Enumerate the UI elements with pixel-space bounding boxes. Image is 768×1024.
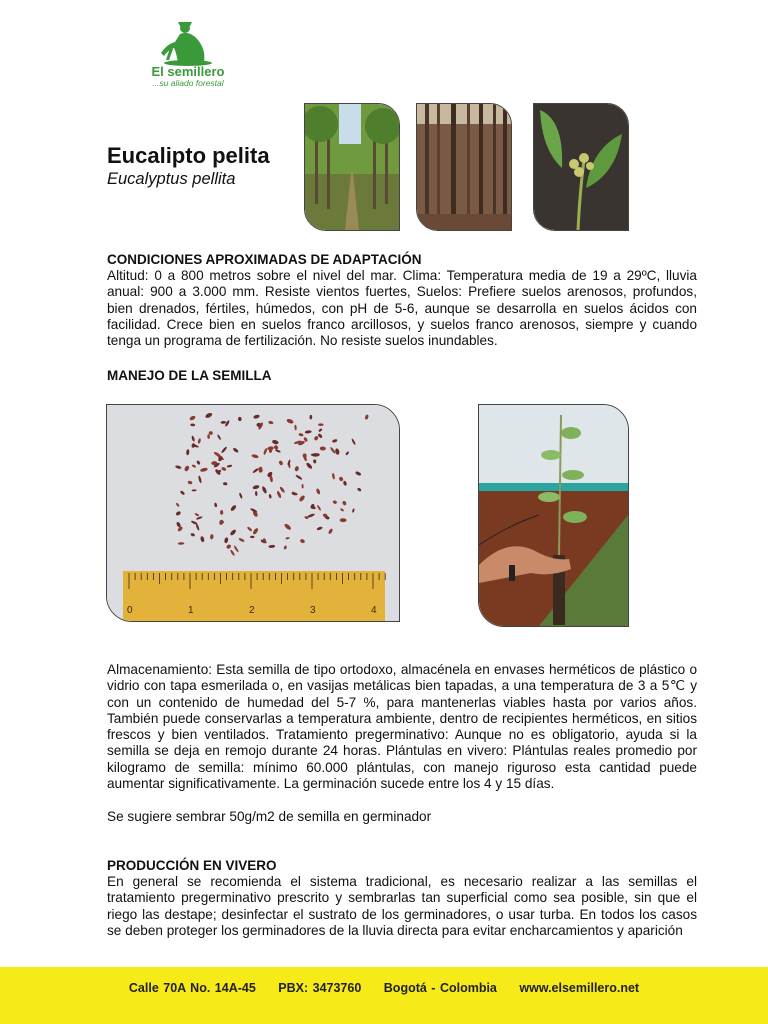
seedling-in-hand-photo (478, 404, 629, 627)
tall-trunks-photo (416, 103, 512, 231)
sowing-suggestion: Se sugiere sembrar 50g/m2 de semilla en germinador (107, 809, 432, 824)
footer-address: Calle 70A No. 14A-45 (128, 981, 256, 995)
seeds-with-ruler-photo (106, 404, 400, 622)
nursery-heading: PRODUCCIÓN EN VIVERO (107, 858, 277, 873)
ruler-mark: 4 (371, 605, 377, 616)
footer-city: Bogotá - Colombia (383, 981, 497, 995)
adaptation-text: Altitud: 0 a 800 metros sobre el nivel del mar. Clima: Temperatura media de 19 a 29ºC, lluvia anual: 900 a 3.000 mm. Resiste vientos fuertes, Suelos: Prefiere suelos arenosos, profundos, bien drenados, fértiles, húmedos, con pH de 5-6, aunque se desarrolla en suelos ácidos con facilidad. Crece bien en suelos franco arcillosos, y suelos franco arenosos, siempre y cuando tenga un programa de fertilización. No resiste suelos inundables. (107, 268, 697, 349)
species-scientific-name: Eucalyptus pellita (107, 170, 236, 188)
adaptation-heading: CONDICIONES APROXIMADAS DE ADAPTACIÓN (107, 252, 422, 267)
leaves-and-flowers-photo (533, 103, 629, 231)
storage-text: Almacenamiento: Esta semilla de tipo ortodoxo, almacénela en envases herméticos de plástico o vidrio con tapa esmerilada o, en vasijas metálicas bien tapadas, a una temperatura de 3 a 5℃ y con un contenido de humedad del 5-7 %, para mantenerlas viables hasta por varios años. También puede conservarlas a temperatura ambiente, dentro de recipientes herméticos, en sitios frescos y bien ventilados. Tratamiento pregerminativo: Aunque no es obligatorio, ayuda si la semilla se deja en remojo durante 24 horas. Plántulas en vivero: Plántulas reales promedio por kilogramo de semilla: mínimo 60.000 plántulas, con manejo riguroso esta cantidad puede aumentar significativamente. La germinación sucede entre los 4 y 15 días. (107, 662, 697, 792)
brand-name: El semillero (151, 64, 225, 79)
ruler-mark: 2 (249, 605, 255, 616)
ruler-mark: 0 (127, 605, 133, 616)
gardener-logo-icon (158, 14, 218, 66)
species-common-name: Eucalipto pelita (107, 143, 270, 168)
nursery-text: En general se recomienda el sistema tradicional, es necesario realizar a las semillas el tratamiento pregerminativo prescrito y sembrarlas tan superficial como sea posible, sin que el riego las destape; desinfectar el sustrato de los germinadores, o usar turba. En todos los casos se deben proteger los germinadores de la lluvia directa para evitar encharcamientos y aparición (107, 874, 697, 938)
footer-bar (0, 967, 768, 1024)
footer-website[interactable]: www.elsemillero.net (519, 981, 640, 995)
ruler-mark: 1 (188, 605, 194, 616)
seed-handling-heading: MANEJO DE LA SEMILLA (107, 368, 272, 383)
contact-info (0, 981, 768, 995)
tree-plantation-photo (304, 103, 400, 231)
company-logo (138, 14, 238, 88)
footer-phone: PBX: 3473760 (278, 981, 362, 995)
ruler-mark: 3 (310, 605, 316, 616)
brand-tagline: ...su aliado forestal (152, 78, 224, 88)
